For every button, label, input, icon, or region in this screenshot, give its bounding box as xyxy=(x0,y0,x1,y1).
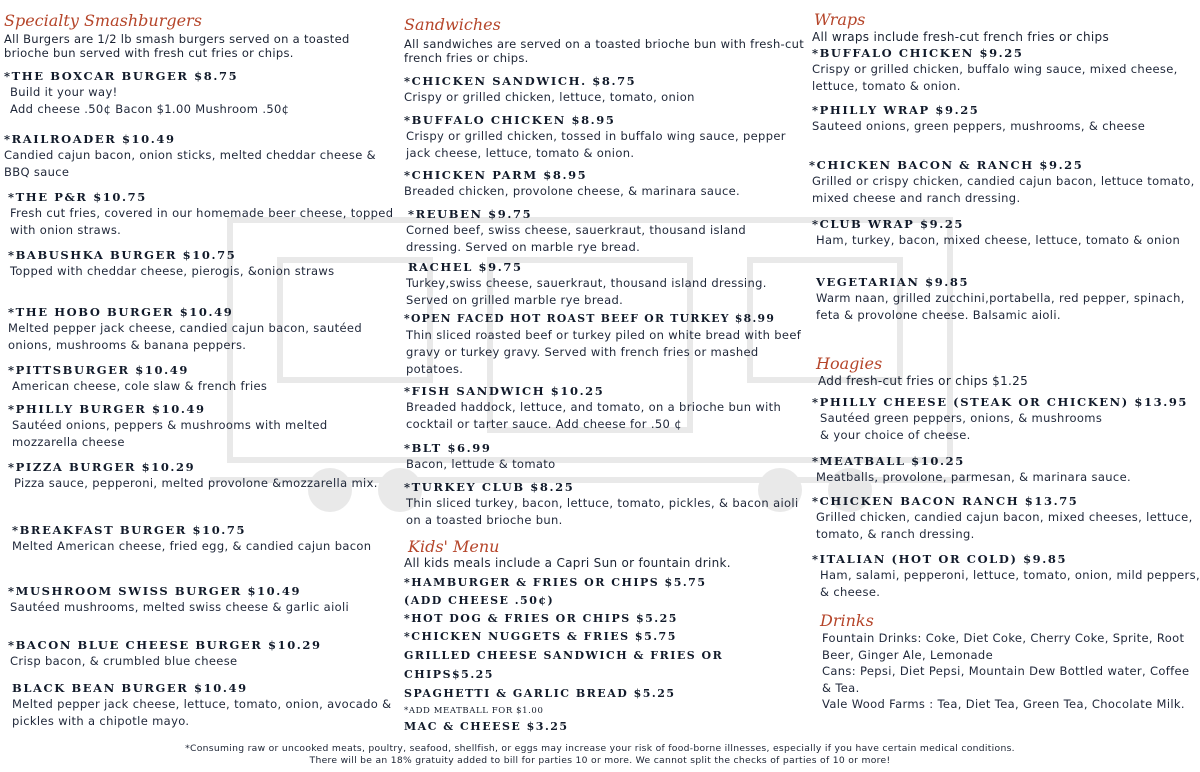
item-desc: Grilled chicken, candied cajun bacon, mixed cheeses, lettuce, tomato, & ranch dressing. xyxy=(816,510,1193,541)
item-name: *TURKEY CLUB $8.25 xyxy=(404,480,575,494)
item-name: *BACON BLUE CHEESE BURGER $10.29 xyxy=(8,638,322,652)
item-desc: Ham, salami, pepperoni, lettuce, tomato, onion, mild peppers, & cheese. xyxy=(820,568,1200,599)
item-name: VEGETARIAN $9.85 xyxy=(816,275,970,289)
menu-item xyxy=(404,440,804,473)
wraps-title: Wraps xyxy=(814,10,866,29)
menu-item xyxy=(404,311,804,378)
kids-item: SPAGHETTI & GARLIC BREAD $5.25 xyxy=(404,687,676,700)
menu-item xyxy=(404,259,804,309)
item-name: *THE HOBO BURGER $10.49 xyxy=(8,305,234,319)
item-desc: Meatballs, provolone, parmesan, & marinara sauce. xyxy=(816,470,1132,484)
item-desc: Melted American cheese, fried egg, & candied cajun bacon xyxy=(12,539,372,553)
item-desc: Corned beef, swiss cheese, sauerkraut, thousand island dressing. Served on marble rye bread. xyxy=(406,223,747,254)
item-name: *RAILROADER $10.49 xyxy=(4,132,176,146)
menu-item xyxy=(404,73,804,106)
menu-item xyxy=(812,102,1200,135)
hoagies-title: Hoagies xyxy=(816,354,883,373)
item-name: *CLUB WRAP $9.25 xyxy=(812,217,965,231)
item-name: *MUSHROOM SWISS BURGER $10.49 xyxy=(8,584,302,598)
item-desc: Bacon, lettude & tomato xyxy=(406,457,556,471)
item-desc: Melted pepper jack cheese, candied cajun bacon, sautéed onions, mushrooms & banana peppers. xyxy=(8,321,363,352)
item-name: *BABUSHKA BURGER $10.75 xyxy=(8,248,237,262)
kids-section xyxy=(404,538,804,570)
kids-title: Kids' Menu xyxy=(408,537,500,556)
menu-item xyxy=(4,522,396,555)
item-desc: Thin sliced turkey, bacon, lettuce, tomato, pickles, & bacon aioli on a toasted brioche bun. xyxy=(406,496,799,527)
menu-item xyxy=(4,68,396,118)
item-desc: Topped with cheddar cheese, pierogis, &onion straws xyxy=(10,264,335,278)
menu-item xyxy=(404,112,804,162)
burgers-section xyxy=(4,12,396,60)
item-desc: Build it your way! Add cheese .50¢ Bacon $1.00 Mushroom .50¢ xyxy=(10,85,290,116)
item-desc: Turkey,swiss cheese, sauerkraut, thousand island dressing. Served on grilled marble rye bread. xyxy=(406,276,767,307)
wraps-section xyxy=(812,11,1200,44)
item-desc: Crispy or grilled chicken, tossed in buffalo wing sauce, pepper jack cheese, lettuce, tomato & onion. xyxy=(406,129,786,160)
item-desc: Fresh cut fries, covered in our homemade beer cheese, topped with onion straws. xyxy=(10,206,394,237)
sandwiches-note: All sandwiches are served on a toasted brioche bun with fresh-cut french fries or chips. xyxy=(404,37,804,65)
item-name: *FISH SANDWICH $10.25 xyxy=(404,384,605,398)
menu-item xyxy=(404,167,804,200)
item-name: *BREAKFAST BURGER $10.75 xyxy=(12,523,247,537)
item-name: *PITTSBURGER $10.49 xyxy=(8,363,189,377)
footer-disclaimer: *Consuming raw or uncooked meats, poultry, seafood, shellfish, or eggs may increase your risk of food-borne illnesses, especially if you have certain medical conditions. xyxy=(185,743,1015,754)
item-name: *OPEN FACED HOT ROAST BEEF OR TURKEY $8.99 xyxy=(404,312,776,325)
item-desc: Warm naan, grilled zucchini,portabella, red pepper, spinach, feta & provolone cheese. Balsamic aioli. xyxy=(816,291,1185,322)
kids-item: CHIPS$5.25 xyxy=(404,668,494,681)
item-desc: Crispy or grilled chicken, lettuce, tomato, onion xyxy=(404,90,695,104)
item-name: *CHICKEN SANDWICH. $8.75 xyxy=(404,74,637,88)
item-desc: Breaded chicken, provolone cheese, & marinara sauce. xyxy=(404,184,741,198)
item-name: *PHILLY WRAP $9.25 xyxy=(812,103,980,117)
item-desc: Melted pepper jack cheese, lettuce, tomato, onion, avocado & pickles with a chipotle mayo. xyxy=(12,697,392,728)
menu-item xyxy=(812,216,1200,249)
menu-item xyxy=(812,493,1200,543)
item-name: *PIZZA BURGER $10.29 xyxy=(8,460,196,474)
menu-item xyxy=(404,206,804,256)
menu-item xyxy=(404,479,804,529)
kids-note: All kids meals include a Capri Sun or fountain drink. xyxy=(404,556,731,570)
kids-item: *CHICKEN NUGGETS & FRIES $5.75 xyxy=(404,630,677,643)
item-name: *PHILLY BURGER $10.49 xyxy=(8,402,206,416)
item-name: RACHEL $9.75 xyxy=(408,260,523,274)
menu-item xyxy=(812,394,1200,444)
menu-item xyxy=(4,131,396,181)
item-name: *REUBEN $9.75 xyxy=(408,207,533,221)
kids-item: (ADD CHEESE .50¢) xyxy=(404,594,555,607)
sandwiches-title: Sandwiches xyxy=(404,15,501,34)
item-name: *ITALIAN (HOT OR COLD) $9.85 xyxy=(812,552,1068,566)
drinks-section xyxy=(812,612,1200,713)
item-desc: Crispy or grilled chicken, buffalo wing sauce, mixed cheese, lettuce, tomato & onion. xyxy=(812,62,1178,93)
item-name: BLACK BEAN BURGER $10.49 xyxy=(12,681,248,695)
item-name: *BUFFALO CHICKEN $9.25 xyxy=(812,46,1024,60)
drinks-title: Drinks xyxy=(820,611,874,630)
burgers-title: Specialty Smashburgers xyxy=(4,11,202,30)
item-desc: Thin sliced roasted beef or turkey piled on white bread with beef gravy or turkey gravy. Served with french fries or mashed potatoes. xyxy=(406,328,802,376)
menu-item xyxy=(812,551,1200,601)
menu-item xyxy=(812,453,1200,486)
menu-item xyxy=(4,637,396,670)
item-desc: Sautéed onions, peppers & mushrooms with melted mozzarella cheese xyxy=(12,418,328,449)
menu-item xyxy=(4,362,396,395)
item-name: *MEATBALL $10.25 xyxy=(812,454,965,468)
item-desc: Crisp bacon, & crumbled blue cheese xyxy=(10,654,238,668)
item-desc: Sautéed green peppers, onions, & mushrooms & your choice of cheese. xyxy=(820,411,1103,442)
item-desc: Ham, turkey, bacon, mixed cheese, lettuce, tomato & onion xyxy=(816,233,1181,247)
menu-item xyxy=(4,583,396,616)
sandwiches-section xyxy=(404,16,804,65)
item-name: *THE BOXCAR BURGER $8.75 xyxy=(4,69,239,83)
kids-item: GRILLED CHEESE SANDWICH & FRIES OR xyxy=(404,649,724,662)
item-desc: Sauteed onions, green peppers, mushrooms, & cheese xyxy=(812,119,1146,133)
kids-item: MAC & CHEESE $3.25 xyxy=(404,720,569,733)
hoagies-note: Add fresh-cut fries or chips $1.25 xyxy=(818,374,1029,388)
menu-item xyxy=(812,45,1200,95)
item-desc: Grilled or crispy chicken, candied cajun bacon, lettuce tomato, mixed cheese and ranch dressing. xyxy=(812,174,1195,205)
kids-item: *HAMBURGER & FRIES OR CHIPS $5.75 xyxy=(404,576,707,589)
item-name: *THE P&R $10.75 xyxy=(8,190,147,204)
drinks-text: Fountain Drinks: Coke, Diet Coke, Cherry Coke, Sprite, Root Beer, Ginger Ale, Lemonade Cans: Pepsi, Diet Pepsi, Mountain Dew Bottled water, Coffee & Tea. Vale Wood Farms : Tea, Diet Tea, Green Tea, Chocolate Milk. xyxy=(822,631,1190,711)
kids-item: *HOT DOG & FRIES OR CHIPS $5.25 xyxy=(404,612,678,625)
wraps-note: All wraps include fresh-cut french fries or chips xyxy=(812,30,1109,44)
menu-item xyxy=(4,680,396,730)
item-desc: Breaded haddock, lettuce, and tomato, on a brioche bun with cocktail or tarter sauce. Add cheese for .50 ¢ xyxy=(406,400,782,431)
item-desc: Pizza sauce, pepperoni, melted provolone &mozzarella mix. xyxy=(14,476,378,490)
item-name: *BUFFALO CHICKEN $8.95 xyxy=(404,113,616,127)
item-name: *CHICKEN PARM $8.95 xyxy=(404,168,588,182)
kids-item-note: *ADD MEATBALL FOR $1.00 xyxy=(404,706,544,716)
item-name: *CHICKEN BACON & RANCH $9.25 xyxy=(809,158,1084,172)
footer-gratuity: There will be an 18% gratuity added to bill for parties 10 or more. We cannot split the checks of parties of 10 or more! xyxy=(309,755,891,766)
hoagies-section xyxy=(812,355,1200,388)
menu-item xyxy=(4,247,396,280)
item-name: *BLT $6.99 xyxy=(404,441,492,455)
item-desc: Candied cajun bacon, onion sticks, melted cheddar cheese & BBQ sauce xyxy=(4,148,376,179)
menu-item xyxy=(4,401,396,451)
item-desc: Sautéed mushrooms, melted swiss cheese & garlic aioli xyxy=(10,600,350,614)
burgers-note: All Burgers are 1/2 lb smash burgers served on a toasted brioche bun served with fresh cut fries or chips. xyxy=(4,32,350,60)
item-name: *PHILLY CHEESE (STEAK OR CHICKEN) $13.95 xyxy=(812,395,1189,409)
item-desc: American cheese, cole slaw & french fries xyxy=(12,379,268,393)
menu-item xyxy=(4,304,396,354)
menu-item xyxy=(4,189,396,239)
menu-item xyxy=(4,459,396,492)
item-name: *CHICKEN BACON RANCH $13.75 xyxy=(812,494,1079,508)
menu-item xyxy=(404,383,804,433)
menu-item xyxy=(812,274,1200,324)
menu-item xyxy=(809,157,1200,207)
